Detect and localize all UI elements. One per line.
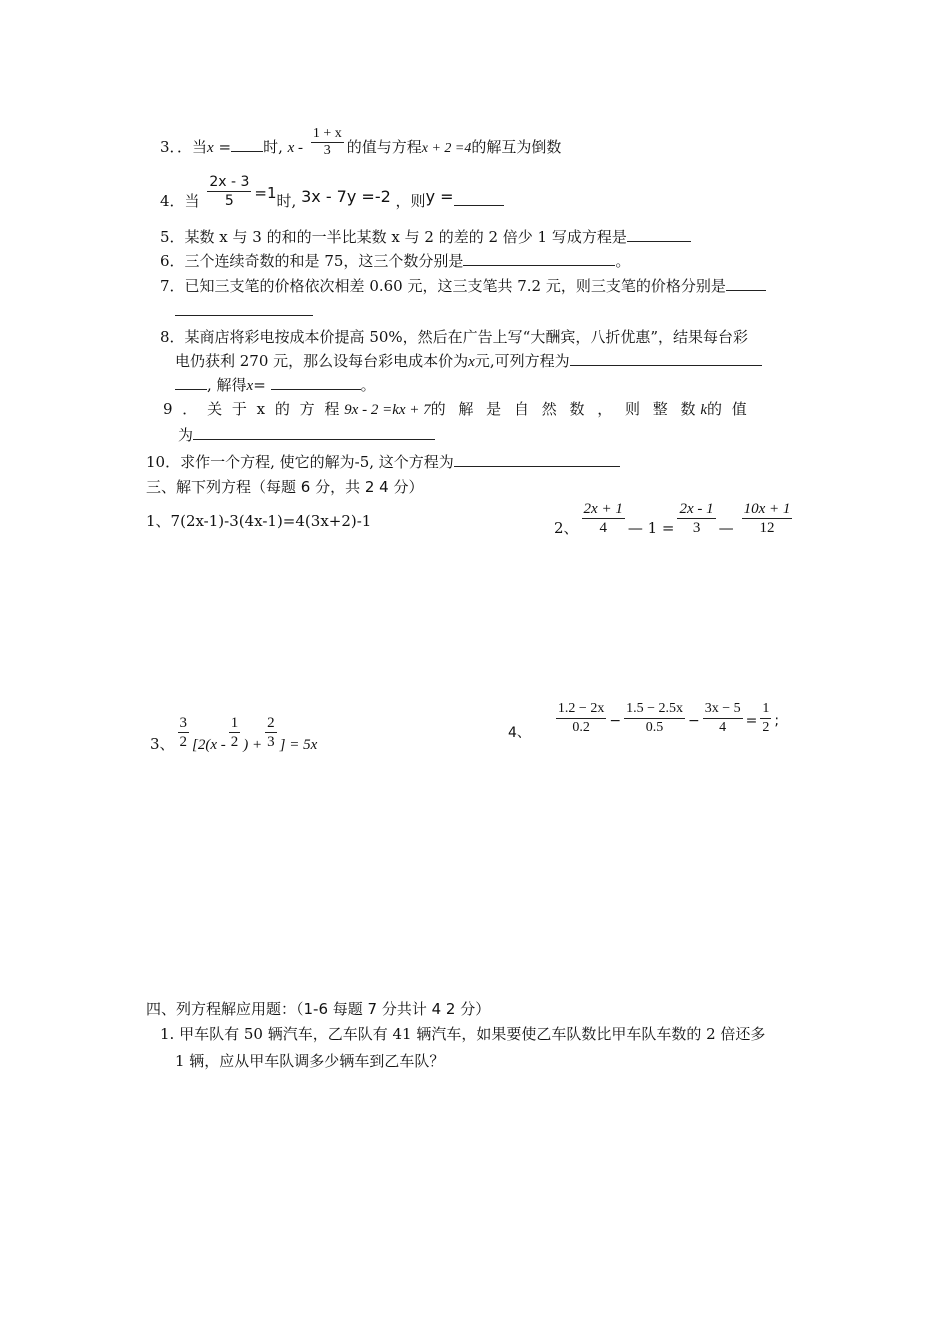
q3-number: 3．．当 [160,138,208,156]
q10-blank[interactable] [454,452,620,467]
q3-eq: = [218,138,232,156]
q8-blank-2[interactable] [175,375,207,390]
question-10 [146,451,620,473]
q9-line-2 [178,424,435,446]
q6-end: 。 [615,252,631,270]
eq4-end: ; [774,712,780,729]
q9-text-a: 9 ． 关 于 x 的 方 程 [163,400,340,418]
q4-eq1: =1 [254,184,277,202]
q7-line-2 [175,300,313,322]
equation-3 [150,714,317,751]
question-4 [160,173,504,212]
eq3-number: 3、 [150,734,175,753]
eq4-op-2: − [687,712,700,729]
q7-blank-1[interactable] [726,276,766,291]
eq2-frac-3: $\frac{10x + 1}{12}$ [743,501,791,536]
q4-y: y = [425,187,454,206]
question-5 [160,226,691,248]
eq2-number: 2、 [554,518,579,537]
question-7 [160,275,766,297]
q3-blank[interactable] [231,137,263,152]
q7-text: 7．已知三支笔的价格依次相差 0.60 元，这三支笔共 7.2 元，则三支笔的价格分别是 [160,277,726,295]
eq2-op-2: — [718,518,734,537]
q9-text-2: 为 [178,426,194,444]
q4-blank[interactable] [454,191,504,206]
q9-text-c: 的 值 [707,400,747,418]
q3-equation: x + 2 =4 [421,141,472,156]
q8-line-2 [175,350,762,373]
equation-2 [554,500,795,537]
q3-mid: 的值与方程 [346,138,422,156]
q8-text-2a: 电仍获利 270 元，那么设每台彩电成本价为 [175,352,469,370]
eq4-number: 4、 [508,724,531,741]
eq3-frac-3: $\frac{2}{3}$ [267,715,275,750]
q8-text-3a: , 解得 [207,376,247,394]
q3-var: x [207,140,214,156]
q4-shi: 时, [276,192,297,210]
eq2-frac-1: $\frac{2x + 1}{4}$ [583,501,623,536]
eq4-frac-2: $\frac{1.5 - 2.5x}{0.5}$ [626,701,683,735]
question-6 [160,250,630,272]
q8-line-3 [175,374,376,397]
q8-text-1: 8．某商店将彩电按成本价提高 50%，然后在广告上写“大酬宾，八折优惠”，结果每台彩 [160,328,748,346]
q7-blank-2[interactable] [175,301,313,316]
q9-line-1 [163,398,747,421]
q3-expr: x - [287,140,304,156]
q3-shi: 时, [263,138,283,156]
q3-fraction: $\frac{1 + x}{3}$ [312,125,342,158]
equation-4 [508,700,780,741]
eq2-op-1: — 1 = [627,518,675,537]
section-3-heading: 三、解下列方程（每题 6 分，共 2 4 分） [146,478,424,496]
eq4-op-3: = [745,712,758,729]
eq3-frac-1: $\frac{3}{2}$ [179,715,188,750]
eq3-part-a: [2(x - [192,736,226,753]
q8-var: x [468,354,475,370]
q3-tail: 的解互为倒数 [471,138,562,156]
eq4-frac-4: $\frac{1}{2}$ [762,701,770,735]
eq3-part-b: ) + [243,736,263,753]
q4-fraction: $\frac{2x - 3}{5}$ [209,173,250,209]
q8-blank-1[interactable] [570,351,762,366]
q9-k: k [700,402,708,418]
q9-blank[interactable] [193,425,435,440]
q8-line-1 [160,326,748,348]
q5-blank[interactable] [627,227,691,242]
eq2-frac-2: $\frac{2x - 1}{3}$ [679,501,714,536]
q9-text-b: 的 解 是 自 然 数 ， 则 整 数 [430,400,696,418]
q8-text-3b: = [253,376,266,394]
problem-1-line-1: 1. 甲车队有 50 辆汽车，乙车队有 41 辆汽车，如果要使乙车队数比甲车队车数的 2 倍还多 [160,1025,766,1043]
q9-equation: 9x - 2 =kx + 7 [344,402,431,418]
q6-text: 6．三个连续奇数的和是 75，这三个数分别是 [160,252,464,270]
q10-text: 10．求作一个方程, 使它的解为-5, 这个方程为 [146,453,454,471]
q5-text: 5．某数 x 与 3 的和的一半比某数 x 与 2 的差的 2 倍少 1 写成方程是 [160,228,627,246]
section-4-heading: 四、列方程解应用题：（1-6 每题 7 分共计 4 2 分） [146,1000,491,1018]
q4-number: 4．当 [160,192,200,210]
q8-var-2: x [246,378,254,394]
problem-1-line-2: 1 辆，应从甲车队调多少辆车到乙车队？ [175,1052,445,1070]
eq4-frac-3: $\frac{3x - 5}{4}$ [704,701,741,735]
q8-text-2b: 元,可列方程为 [474,352,570,370]
q6-blank[interactable] [463,251,615,266]
q8-blank-3[interactable] [271,375,361,390]
equation-1: 1、7(2x-1)-3(4x-1)=4(3x+2)-1 [146,512,372,530]
q4-equation: 3x - 7y =-2 [301,187,391,206]
eq3-part-c: ] = 5x [279,736,318,753]
q8-end: 。 [360,376,376,394]
q4-comma: ，则 [395,192,426,210]
question-3 [160,125,562,160]
eq4-op-1: − [609,712,622,729]
eq3-frac-2: $\frac{1}{2}$ [230,715,239,750]
eq4-frac-1: $\frac{1.2 - 2x}{0.2}$ [557,701,605,735]
